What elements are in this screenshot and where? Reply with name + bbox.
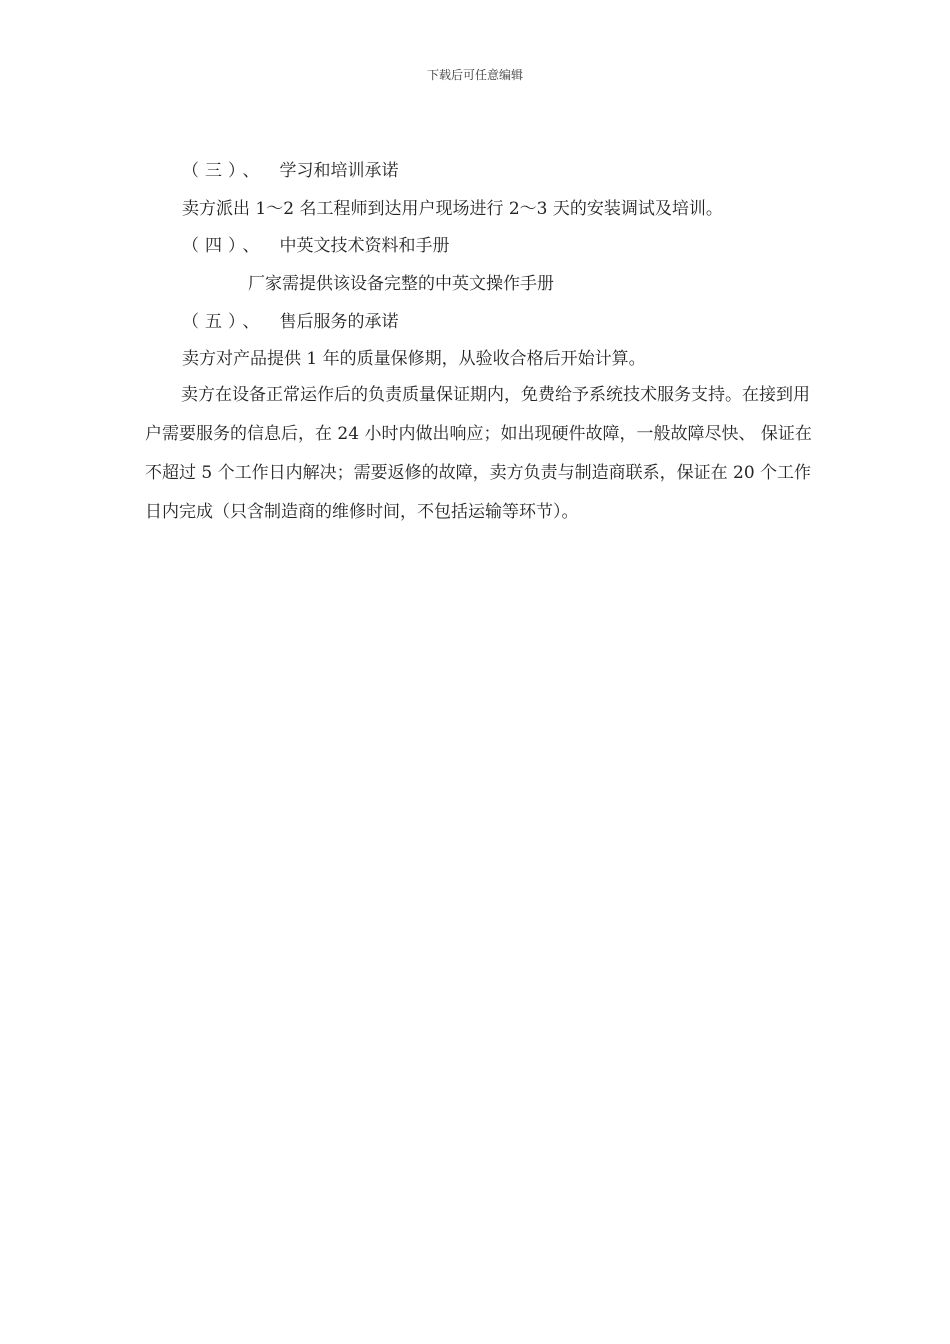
section-number: （四）、 [182,236,266,256]
manual-paragraph: 厂家需提供该设备完整的中英文操作手册 [248,274,554,294]
section-title: 中英文技术资料和手册 [279,236,450,256]
section-number: （五）、 [182,312,266,332]
section-title: 学习和培训承诺 [279,161,399,181]
training-paragraph: 卖方派出 1～2 名工程师到达用户现场进行 2～3 天的安装调试及培训。 [182,199,723,219]
service-paragraph: 卖方在设备正常运作后的负责质量保证期内，免费给予系统技术服务支持。在接到用户需要服务的信息后，在 24 小时内做出响应；如出现硬件故障，一般故障尽快、 保证在不超过 5 个工作日内解决；需要返修的故障，卖方负责与制造商联系，保证在 20 个工作日内完成（只含制造商的维修时间，不包括运输等环节）。 [145,385,812,522]
page-header: 下载后可任意编辑 [426,68,523,82]
section-heading-5 [182,311,399,333]
section-title: 售后服务的承诺 [279,312,399,332]
section-number: （三）、 [182,161,266,181]
section-heading-4 [182,235,450,257]
warranty-paragraph: 卖方对产品提供 1 年的质量保修期，从验收合格后开始计算。 [182,349,646,369]
section-heading-3 [182,160,399,182]
